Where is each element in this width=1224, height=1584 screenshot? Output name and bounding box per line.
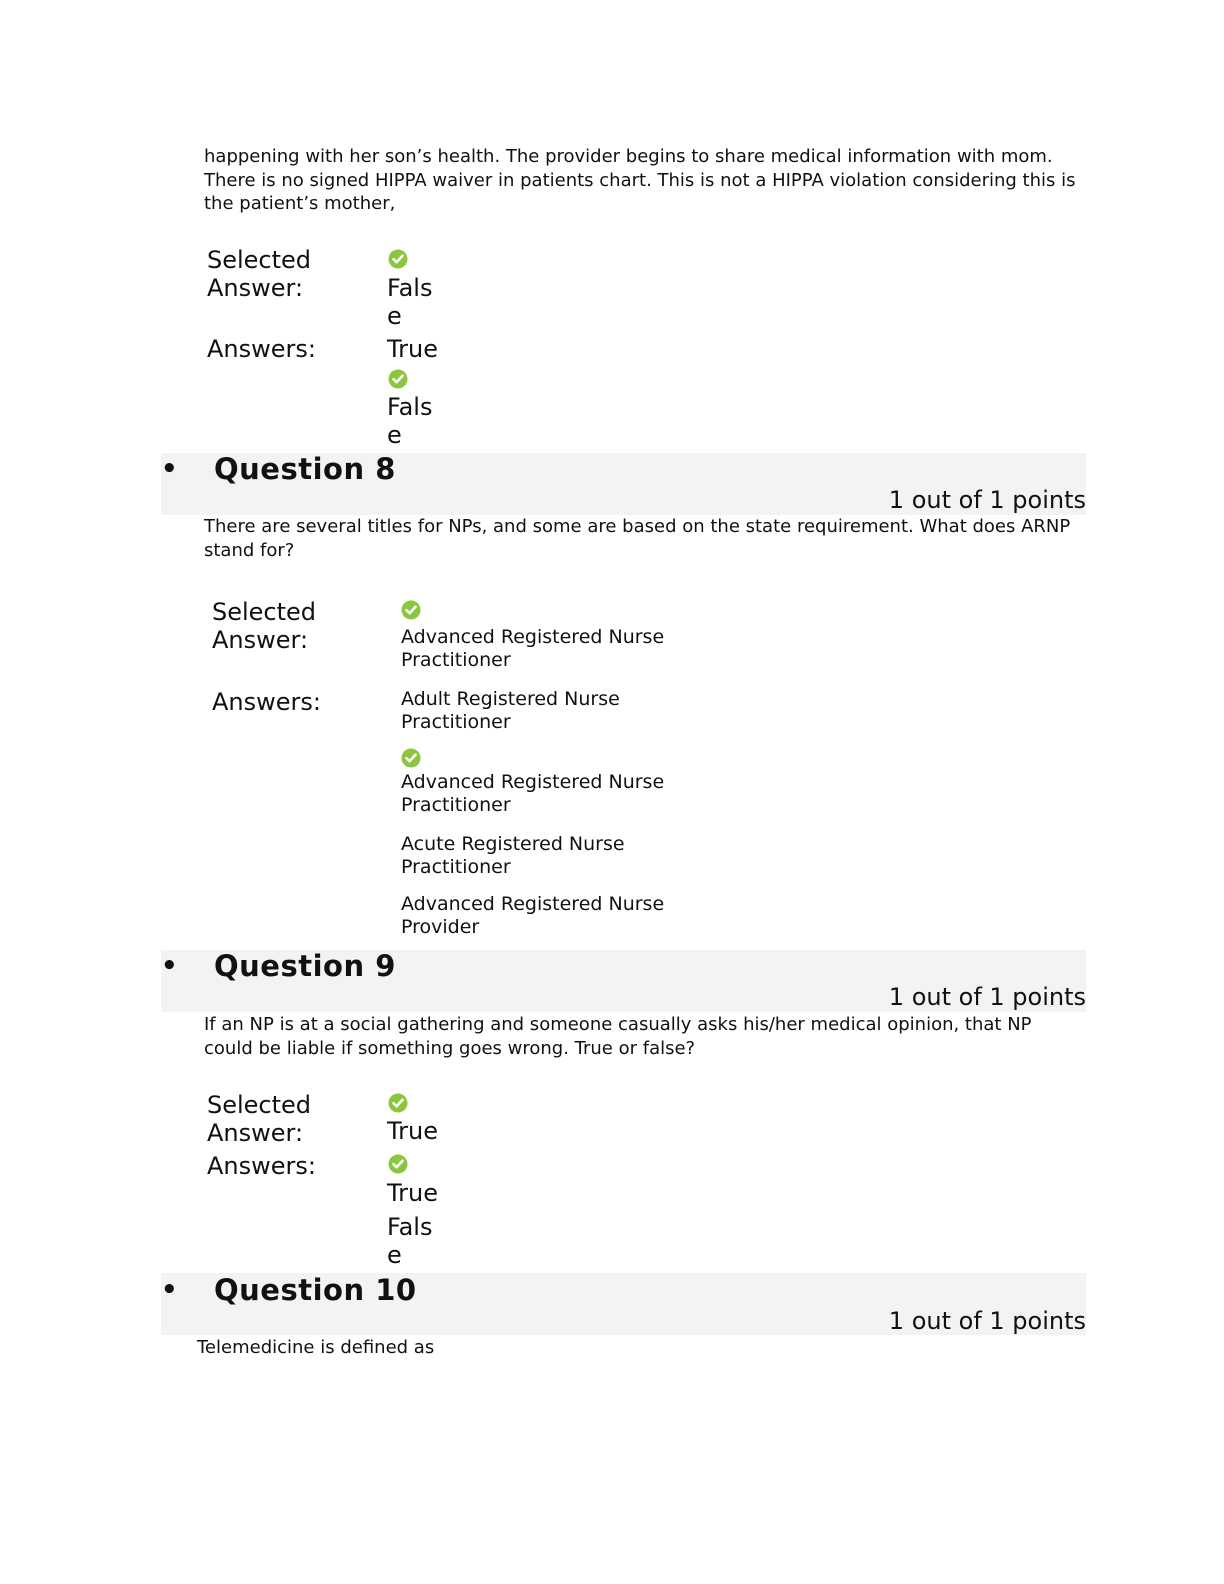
q7-selected-answer: False: [387, 274, 433, 330]
check-icon: [388, 1093, 408, 1113]
question-8-text: There are several titles for NPs, and some are based on the state requirement. What does ARNP stand for?: [204, 516, 1071, 561]
q9-answer-option: False: [387, 1213, 433, 1269]
q8-answer-option: Advanced Registered Nurse Provider: [401, 893, 665, 938]
q8-selected-answer: Advanced Registered Nurse Practitioner: [401, 626, 665, 671]
question-7-text: happening with her son’s health. The provider begins to share medical information with mom. There is no signed HIPPA waiver in patients chart. This is not a HIPPA violation considering this is the patient’s mother,: [204, 146, 1076, 214]
check-icon: [401, 600, 421, 620]
bullet: •: [161, 1275, 178, 1305]
q7-answer-option: True: [387, 335, 438, 363]
q8-selected-answer-label: Selected Answer:: [212, 598, 317, 654]
q8-answer-option: Advanced Registered Nurse Practitioner: [401, 771, 665, 816]
q9-selected-answer: True: [387, 1117, 438, 1145]
q8-answer-option: Adult Registered Nurse Practitioner: [401, 688, 620, 733]
q8-answers-label: Answers:: [212, 688, 321, 716]
question-9-text: If an NP is at a social gathering and someone casually asks his/her medical opinion, that NP could be liable if something goes wrong. True or false?: [204, 1014, 1032, 1059]
check-icon: [388, 369, 408, 389]
question-10-title: Question 10: [214, 1273, 417, 1307]
question-10-text: Telemedicine is defined as: [197, 1337, 435, 1358]
q9-selected-answer-label: Selected Answer:: [207, 1091, 312, 1147]
check-icon: [388, 1154, 408, 1174]
q7-selected-answer-label: Selected Answer:: [207, 246, 312, 302]
q7-answer-option: False: [387, 393, 433, 449]
question-8-title: Question 8: [214, 452, 396, 486]
check-icon: [388, 249, 408, 269]
bullet: •: [161, 454, 178, 484]
q7-answers-label: Answers:: [207, 335, 316, 363]
question-8-points: 1 out of 1 points: [888, 486, 1086, 514]
q9-answers-label: Answers:: [207, 1152, 316, 1180]
question-10-points: 1 out of 1 points: [888, 1307, 1086, 1335]
q9-answer-option: True: [387, 1179, 438, 1207]
check-icon: [401, 748, 421, 768]
q8-answer-option: Acute Registered Nurse Practitioner: [401, 833, 625, 878]
question-9-title: Question 9: [214, 949, 396, 983]
question-9-points: 1 out of 1 points: [888, 983, 1086, 1011]
bullet: •: [161, 951, 178, 981]
